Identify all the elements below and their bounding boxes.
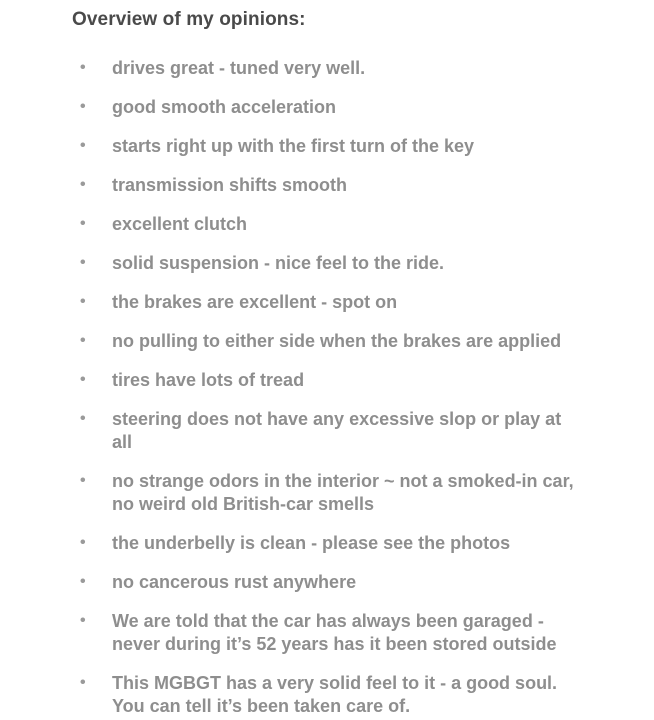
bullet-icon: •	[80, 371, 86, 388]
list-item	[80, 252, 580, 275]
bullet-icon: •	[80, 293, 86, 310]
list-item-text: starts right up with the first turn of the key	[112, 136, 475, 156]
list-item-text: excellent clutch	[112, 214, 248, 234]
bullet-icon: •	[80, 59, 86, 76]
bullet-icon: •	[80, 176, 86, 193]
list-item-text: no strange odors in the interior ~ not a smoked-in car, no weird old British-car smells	[112, 471, 574, 514]
list-item	[80, 291, 580, 314]
bullet-icon: •	[80, 472, 86, 489]
list-item-text: no cancerous rust anywhere	[112, 572, 357, 592]
list-item-text: This MGBGT has a very solid feel to it - a good soul. You can tell it’s been taken care of.	[112, 673, 558, 716]
list-item-text: transmission shifts smooth	[112, 175, 348, 195]
list-item	[80, 135, 580, 158]
list-item	[80, 369, 580, 392]
bullet-icon: •	[80, 332, 86, 349]
bullet-icon: •	[80, 612, 86, 629]
bullet-icon: •	[80, 534, 86, 551]
bullet-icon: •	[80, 254, 86, 271]
list-item	[80, 532, 580, 555]
list-item-text: drives great - tuned very well.	[112, 58, 366, 78]
list-item	[80, 96, 580, 119]
list-item-text: good smooth acceleration	[112, 97, 337, 117]
list-item	[80, 470, 580, 515]
list-item	[80, 174, 580, 197]
bullet-icon: •	[80, 573, 86, 590]
list-item	[80, 672, 580, 717]
list-item	[80, 57, 580, 80]
bullet-icon: •	[80, 410, 86, 427]
list-item-text: We are told that the car has always been garaged - never during it’s 52 years has it been stored outside	[112, 611, 557, 654]
bullet-icon: •	[80, 215, 86, 232]
list-item	[80, 610, 580, 655]
list-item	[80, 330, 580, 353]
page-heading: Overview of my opinions:	[72, 9, 306, 30]
bullet-icon: •	[80, 98, 86, 115]
list-item-text: steering does not have any excessive slop or play at all	[112, 409, 562, 452]
list-item-text: no pulling to either side when the brakes are applied	[112, 331, 562, 351]
list-item	[80, 408, 580, 453]
list-item-text: solid suspension - nice feel to the ride.	[112, 253, 445, 273]
bullet-icon: •	[80, 674, 86, 691]
list-item	[80, 571, 580, 594]
list-item	[80, 213, 580, 236]
list-item-text: the brakes are excellent - spot on	[112, 292, 398, 312]
list-item-text: tires have lots of tread	[112, 370, 305, 390]
bullet-icon: •	[80, 137, 86, 154]
list-item-text: the underbelly is clean - please see the photos	[112, 533, 511, 553]
